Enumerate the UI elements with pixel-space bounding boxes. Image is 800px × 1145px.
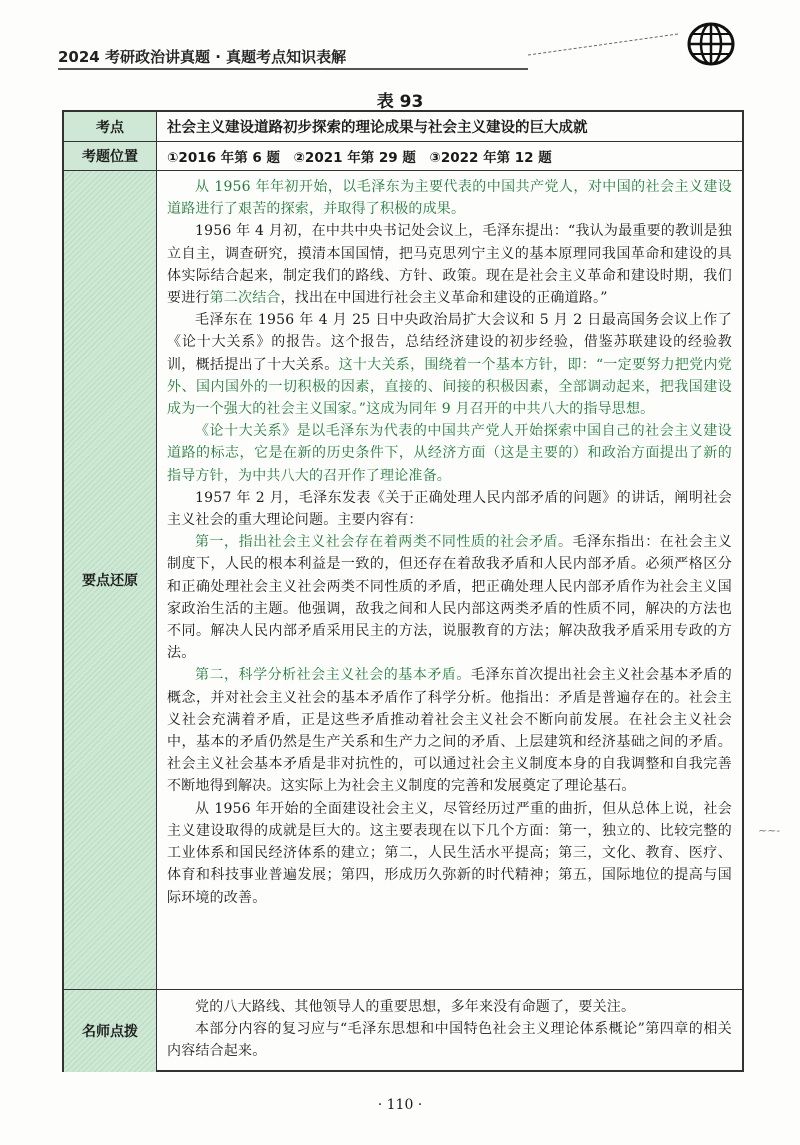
header-rule [58, 68, 528, 70]
position-label: 考题位置 [64, 142, 157, 170]
paragraph-7: 第二，科学分析社会主义社会的基本矛盾。毛泽东首次提出社会主义社会基本矛盾的概念，并对社会主义社会的基本矛盾作了科学分析。他指出：矛盾是普遍存在的。社会主义社会充满着矛盾，正是这些矛盾推动着社会主义社会不断向前发展。在社会主义社会中，基本的矛盾仍然是生产关系和生产力之间的矛盾、上层建筑和经济基础之间的矛盾。社会主义社会基本矛盾是非对抗性的，可以通过社会主义制度本身的自我调整和自我完善不断地得到解决。这实际上为社会主义制度的完善和发展奠定了理论基石。 [167, 667, 732, 795]
tip-2: 本部分内容的复习应与“毛泽东思想和中国特色社会主义理论体系概论”第四章的相关内容结合起来。 [167, 1021, 732, 1060]
tip-1: 党的八大路线、其他领导人的重要思想，多年来没有命题了，要关注。 [195, 999, 636, 1015]
paragraph-4: 《论十大关系》是以毛泽东为代表的中国共产党人开始探索中国自己的社会主义建设道路的标志，它是在新的历史条件下，从经济方面（这是主要的）和政治方面提出了新的指导方针，为中共八大的召开作了理论准备。 [167, 423, 732, 484]
highlight-second-combination: 第二次结合 [209, 290, 281, 307]
key-points-label: 要点还原 [64, 171, 157, 989]
page-number: · 110 · [377, 1097, 423, 1113]
knowledge-table [62, 110, 744, 1072]
position-value: ①2016 年第 6 题 ②2021 年第 29 题 ③2022 年第 12 题 [167, 150, 552, 166]
paragraph-5: 1957 年 2 月，毛泽东发表《关于正确处理人民内部矛盾的问题》的讲话，阐明社会主义社会的重大理论问题。主要内容有： [167, 489, 732, 529]
row-key-points [64, 171, 742, 990]
book-title: 2024 考研政治讲真题 · 真题考点知识表解 [58, 48, 347, 66]
paragraph-6: 第一，指出社会主义社会存在着两类不同性质的社会矛盾。毛泽东指出：在社会主义制度下，人民的根本利益是一致的，但还存在着敌我矛盾和人民内部矛盾。必须严格区分和正确处理社会主义社会两类不同性质的矛盾，把正确处理人民内部矛盾作为社会主义国家政治生活的主题。他强调，敌我之间和人民内部这两类矛盾的性质不同，解决的方法也不同。解决人民内部矛盾采用民主的方法，说服教育的方法；解决敌我矛盾采用专政的方法。 [167, 534, 732, 662]
row-topic [64, 112, 742, 142]
paragraph-2: 1956 年 4 月初，在中共中央书记处会议上，毛泽东提出：“我认为最重要的教训是独立自主，调查研究，摸清本国国情，把马克思列宁主义的基本原理同我国革命和建设的具体实际结合起来，制定我们的路线、方针、政策。现在是社会主义革命和建设时期，我们要进行第二次结合，找出在中国进行社会主义革命和建设的正确道路。” [167, 223, 732, 307]
key-points-content [157, 171, 742, 989]
row-tips [64, 990, 742, 1072]
highlight-ten-relations: 这十大关系，围绕着一个基本方针，即：“一定要努力把党内党外、国内国外的一切积极的因素，直接的、间接的积极因素，全部调动起来，把我国建设成为一个强大的社会主义国家。”这成为同年 9 月召开的中共八大的指导思想。 [167, 356, 732, 418]
highlight-first-point: 第一，指出社会主义社会存在着两类不同性质的社会矛盾。 [195, 534, 573, 551]
header-dashed-line [528, 33, 678, 81]
table-title: 表 93 [376, 92, 424, 112]
topic-value: 社会主义建设道路初步探索的理论成果与社会主义建设的巨大成就 [167, 120, 588, 136]
topic-label: 考点 [64, 112, 157, 141]
tips-content [157, 990, 742, 1072]
globe-icon [686, 20, 736, 68]
paragraph-8: 从 1956 年开始的全面建设社会主义，尽管经历过严重的曲折，但从总体上说，社会主义建设取得的成就是巨大的。这主要表现在以下几个方面：第一，独立的、比较完整的工业体系和国民经济体系的建立；第二，人民生活水平提高；第三，文化、教育、医疗、体育和科技事业普遍发展；第四，形成历久弥新的时代精神；第五，国际地位的提高与国际环境的改善。 [167, 800, 732, 906]
tips-label: 名师点拨 [64, 990, 157, 1072]
highlight-second-point: 第二，科学分析社会主义社会的基本矛盾。 [195, 667, 471, 684]
paragraph-1: 从 1956 年年初开始，以毛泽东为主要代表的中国共产党人，对中国的社会主义建设道路进行了艰苦的探索，并取得了积极的成果。 [167, 179, 732, 218]
scan-mark: ~~- [758, 824, 781, 837]
row-position [64, 142, 742, 171]
paragraph-3: 毛泽东在 1956 年 4 月 25 日中央政治局扩大会议和 5 月 2 日最高国务会议上作了《论十大关系》的报告。这个报告，总结经济建设的初步经验，借鉴苏联建设的经验教训，概括提出了十大关系。这十大关系，围绕着一个基本方针，即：“一定要努力把党内党外、国内国外的一切积极的因素，直接的、间接的积极因素，全部调动起来，把我国建设成为一个强大的社会主义国家。”这成为同年 9 月召开的中共八大的指导思想。 [167, 312, 732, 418]
